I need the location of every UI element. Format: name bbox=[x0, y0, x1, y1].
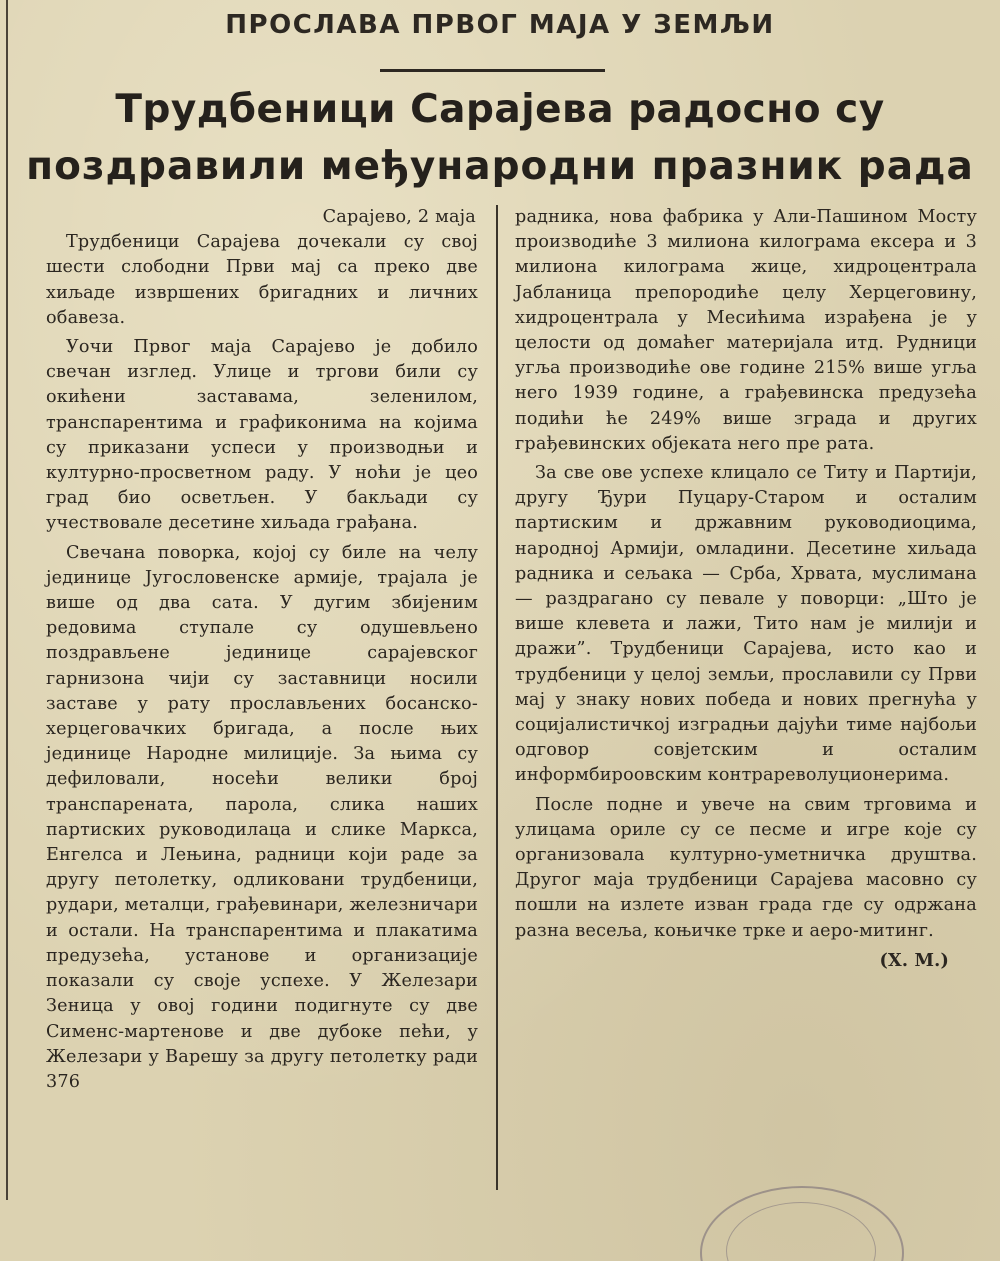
article-paragraph-2: Уочи Првог маја Сарајево је добило свечан изглед. Улице и тргови били су окићени заставама, зеленилом, транспарентима и графиконима на којима су приказани успеси у производњи и културно-просветном раду. У ноћи је цео град био осветљен. У бакљади су учествовале десетине хиљада грађана. bbox=[46, 337, 478, 534]
library-stamp bbox=[700, 1186, 904, 1261]
article-column-left bbox=[46, 205, 478, 1095]
article-column-right bbox=[515, 205, 977, 973]
headline-line-2: поздравили међународни празник рада bbox=[26, 144, 974, 189]
author-initials: (Х. М.) bbox=[879, 949, 949, 971]
column-divider bbox=[496, 205, 498, 1190]
article-paragraph-3-continued: радника, нова фабрика у Али-Пашином Мосту производиће 3 милиона килограма ексера и 3 милиона килограма жице, хидроцентрала Јабланица препородиће целу Херцеговину, хидроцентрала у Месићима израђена је у целости од домаћег материјала итд. Рудници угља производиће ове године 215% више угља него 1939 године, а грађевинска предузећа подићи ће 249% више зграда и других грађевинских објеката него пре рата. bbox=[515, 207, 977, 454]
kicker-divider bbox=[380, 69, 605, 72]
article-paragraph-4: За све ове успехе клицало се Титу и Партији, другу Ђури Пуцару-Старом и осталим партиским и државним руководиоцима, народној Армији, омладини. Десетине хиљада радника и сељака — Срба, Хрвата, муслимана — раздрагано су певале у поворци: „Што је више клевета и лажи, Тито нам је милији и дражи”. Трудбеници Сарајева, исто као и трудбеници у целој земљи, прославили су Први мај у знаку нових победа и нових прегнућа у социјалистичкој изградњи дајући тиме најбољи одговор совјетским и осталим информбироовским контрареволуционерима. bbox=[515, 463, 977, 786]
kicker-heading: ПРОСЛАВА ПРВОГ МАЈА У ЗЕМЉИ bbox=[225, 10, 775, 40]
library-stamp-inner-ring bbox=[726, 1202, 876, 1261]
article-paragraph-3-start: Свечана поворка, којој су биле на челу јединице Југословенске армије, трајала је више од два сата. У дугим збијеним редовима ступале су одушевљено поздрављене јединице сарајевског гарнизона чији су заставници носили заставе у рату прослављених босанско-херцеговачких бригада, а после њих јединице Народне милиције. За њима су дефиловали, носећи велики број транспарената, парола, слика наших партиских руководилаца и слике Маркса, Енгелса и Лењина, радници који раде за другу петолетку, одликовани трудбеници, рудари, металци, грађевинари, железничари и остали. На транспарентима и плакатима предузећа, установе и организације показали су своје успехе. У Железари Зеница у овој години подигнуте су две Сименс-мартенове и две дубоке пећи, у Железари у Варешу за другу петолетку ради 376 bbox=[46, 542, 478, 1092]
article-paragraph-5: После подне и увече на свим трговима и улицама ориле су се песме и игре које су организовала културно-уметничка друштва. Другог маја трудбеници Сарајева масовно су пошли на излете изван града где су одржана разна весеља, коњичке трке и аеро-митинг. bbox=[515, 794, 977, 941]
article-paragraph-1: Трудбеници Сарајева дочекали су свој шести слободни Први мај са преко две хиљаде извршених бригадних и личних обавеза. bbox=[46, 232, 478, 328]
dateline: Сарајево, 2 маја bbox=[322, 207, 476, 227]
headline-line-1: Трудбеници Сарајева радосно су bbox=[115, 87, 885, 132]
